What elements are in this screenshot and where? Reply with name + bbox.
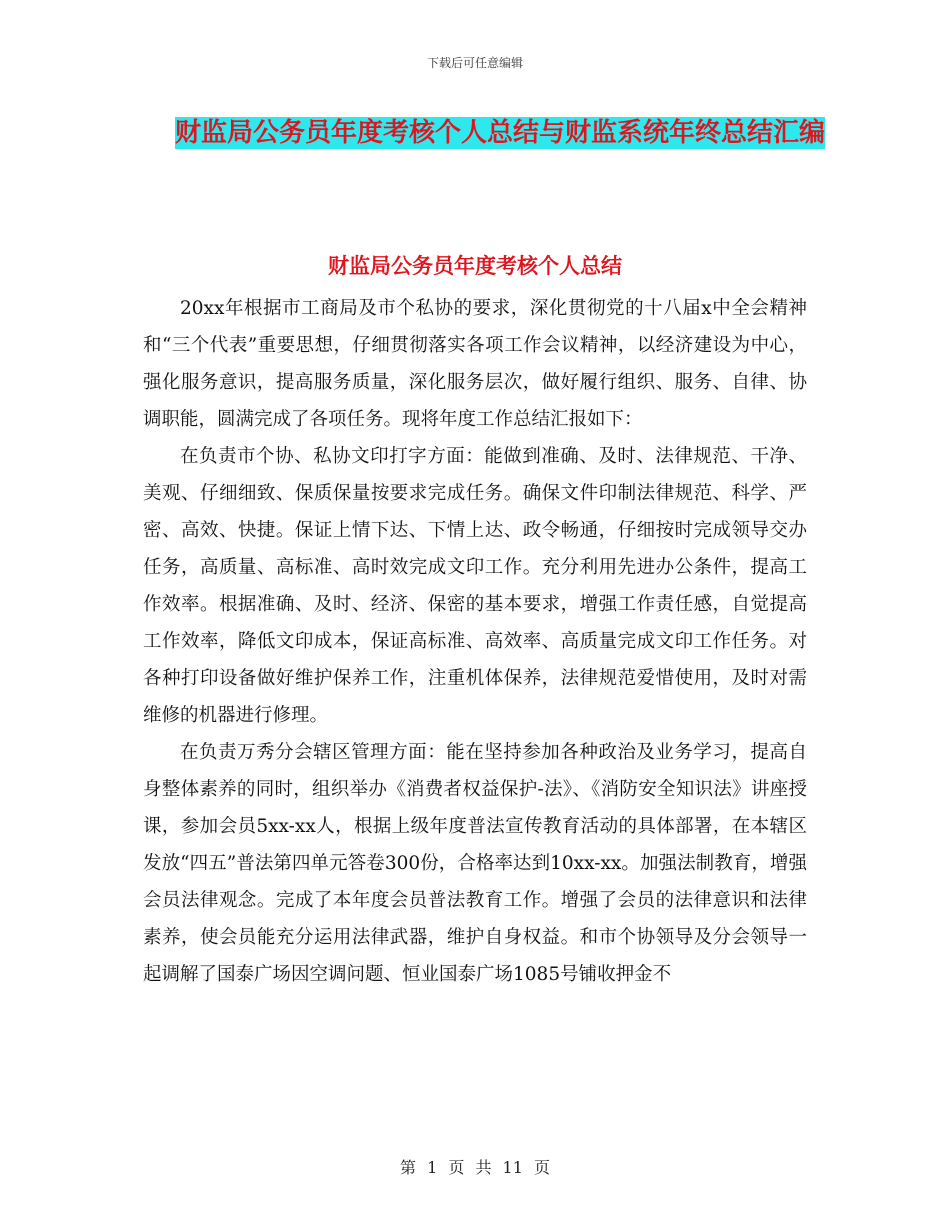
paragraph-1: 20xx年根据市工商局及市个私协的要求，深化贯彻党的十八届x中全会精神和“三个代表”重要思想，仔细贯彻落实各项工作会议精神，以经济建设为中心，强化服务意识，提高服务质量，深化服务层次，做好履行组织、服务、自律、协调职能，圆满完成了各项任务。现将年度工作总结汇报如下：: [143, 298, 807, 430]
document-title: [150, 110, 850, 156]
paragraph-2: 在负责市个协、私协文印打字方面：能做到准确、及时、法律规范、干净、美观、仔细细致、保质保量按要求完成任务。确保文件印制法律规范、科学、严密、高效、快捷。保证上情下达、下情上达、政令畅通，仔细按时完成领导交办任务，高质量、高标准、高时效完成文印工作。充分利用先进办公条件，提高工作效率。根据准确、及时、经济、保密的基本要求，增强工作责任感，自觉提高工作效率，降低文印成本，保证高标准、高效率、高质量完成文印工作任务。对各种打印设备做好维护保养工作，注重机体保养，法律规范爱惜使用，及时对需维修的机器进行修理。: [143, 446, 807, 726]
header-note: 下载后可任意编辑: [426, 56, 523, 70]
page-number-footer: 第 1 页 共 11 页: [400, 1158, 550, 1177]
body-text: [143, 290, 807, 993]
document-title-text: 财监局公务员年度考核个人总结与财监系统年终总结汇编: [174, 118, 825, 148]
section-title: 财监局公务员年度考核个人总结: [328, 254, 622, 278]
paragraph-3: 在负责万秀分会辖区管理方面：能在坚持参加各种政治及业务学习，提高自身整体素养的同时，组织举办《消费者权益保护-法》、《消防安全知识法》讲座授课，参加会员5xx-xx人，根据上级年度普法宣传教育活动的具体部署，在本辖区发放“四五”普法第四单元答卷300份，合格率达到10xx-xx。加强法制教育，增强会员法律观念。完成了本年度会员普法教育工作。增强了会员的法律意识和法律素养，使会员能充分运用法律武器，维护自身权益。和市个协领导及分会领导一起调解了国泰广场因空调问题、恒业国泰广场1085号铺收押金不: [143, 742, 807, 985]
